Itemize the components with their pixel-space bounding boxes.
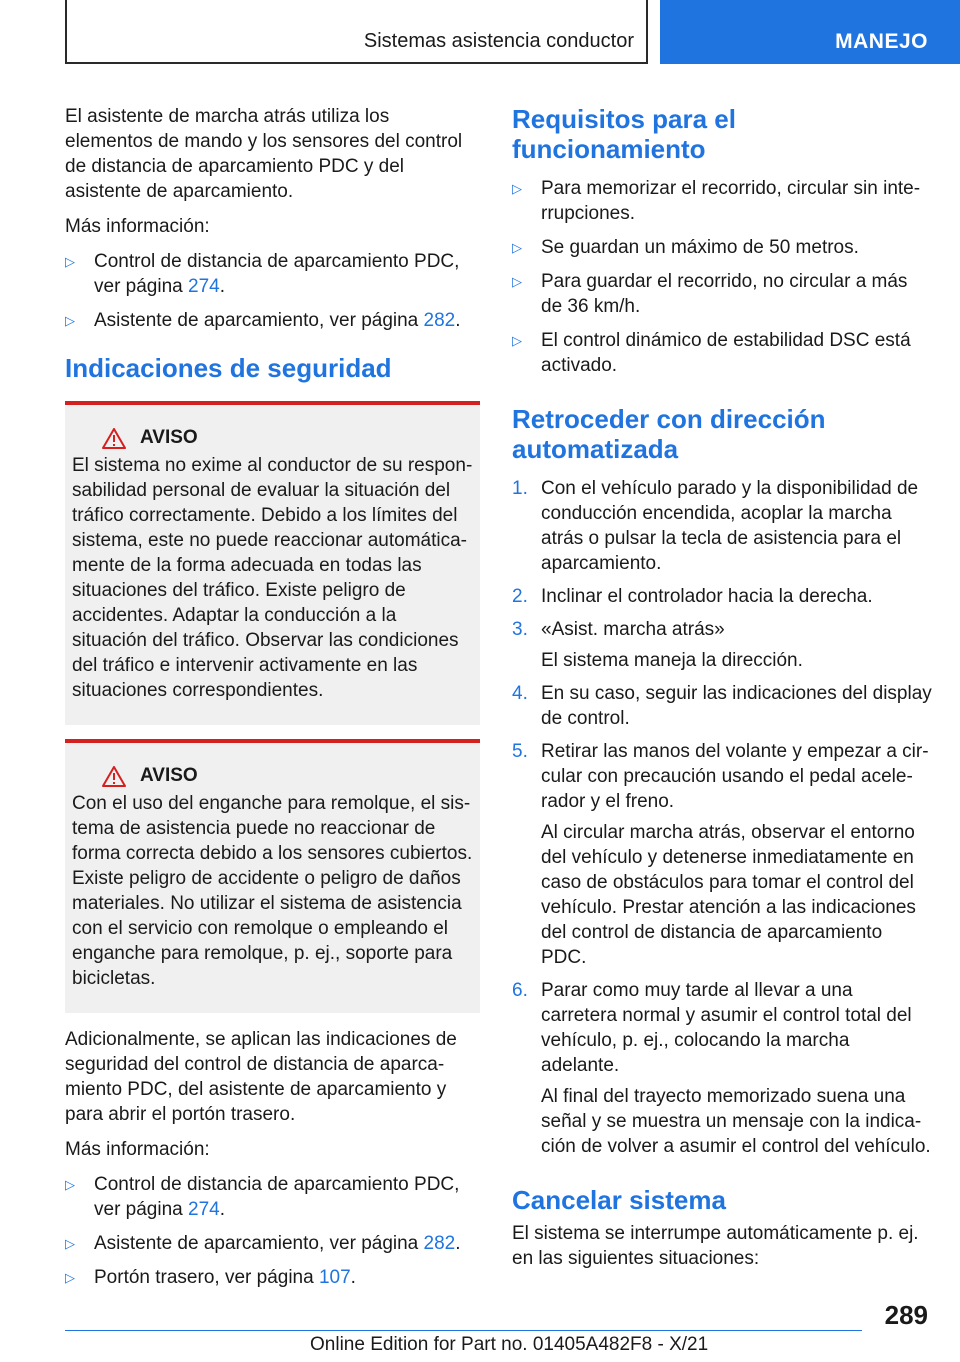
triangle-bullet-icon: ▷ — [512, 274, 522, 289]
footer-divider — [65, 1330, 862, 1331]
header-chapter-tab — [660, 0, 960, 64]
step-number: 2. — [512, 586, 528, 607]
list-item: 6. Parar como muy tarde al llevar a una carretera normal y asumir el control total del vehículo, p. ej., colocando la marcha adelante. Al final del trayecto memorizado suena una señal y se muestra un mensaje con la indicación de volver a asumir el control del vehículo. — [512, 980, 931, 1157]
page-link-274[interactable]: 274 — [188, 1199, 220, 1220]
warning-triangle-icon — [102, 428, 126, 449]
step-note: Al final del trayecto memorizado suena una señal y se muestra un mensaje con la indicación de volver a asumir el control del vehículo. — [541, 1086, 931, 1157]
section-title: Sistemas asistencia conductor — [363, 30, 634, 52]
page-link-274[interactable]: 274 — [188, 276, 220, 297]
step-number: 4. — [512, 683, 528, 704]
list-item: 3. «Asist. marcha atrás» El sistema maneja la dirección. — [512, 617, 932, 673]
list-item: ▷ Portón trasero, ver página 107. — [65, 1267, 356, 1288]
intro-paragraph: El asistente de marcha atrás utiliza los elementos de mando y los sensores del control de distancia de aparcamiento PDC y del asistente de aparcamiento. — [65, 106, 463, 202]
step-number: 5. — [512, 741, 528, 762]
list-item: ▷ Se guardan un máximo de 50 metros. — [512, 237, 859, 258]
list-item: ▷ El control dinámico de estabilidad DSC está activado. — [512, 330, 911, 376]
warning-box — [65, 401, 480, 725]
warning-box — [65, 739, 480, 1013]
reference-list — [65, 1172, 480, 1290]
reverse-heading: Retroceder con dirección automatizada — [512, 404, 826, 464]
step-number: 3. — [512, 619, 528, 640]
more-info-label: Más información: — [65, 1139, 210, 1160]
list-item: ▷ Para memorizar el recorrido, circular sin interrupciones. — [512, 178, 921, 224]
cancel-paragraph: El sistema se interrumpe automáticamente p. ej. en las siguientes situaciones: — [512, 1223, 919, 1269]
warning-text: El sistema no exime al conductor de su responsabilidad personal de evaluar la situación del tráfico correctamente. Debido a los límites del sistema, este no puede reaccionar automáticamente de la forma adecuada en todas las situaciones del tráfico. Existe peligro de accidentes. Adaptar la conducción a la situación del tráfico. Observar las condiciones del tráfico e intervenir activamente en las situaciones correspondientes. — [72, 455, 473, 701]
step-note: Al circular marcha atrás, observar el entorno del vehículo y detenerse inmediatamente en caso de obstáculos para tomar el control del vehículo. Prestar atención a las indicaciones del control de distancia de aparcamiento PDC. — [541, 822, 916, 968]
triangle-bullet-icon: ▷ — [65, 313, 75, 328]
page-link-282[interactable]: 282 — [423, 310, 456, 331]
safety-heading: Indicaciones de seguridad — [65, 353, 392, 383]
warning-title: AVISO — [140, 427, 198, 448]
page-link-107[interactable]: 107 — [318, 1267, 351, 1288]
additional-paragraph: Adicionalmente, se aplican las indicaciones de seguridad del control de distancia de aparcamiento PDC, del asistente de aparcamiento y para abrir el portón trasero. — [65, 1029, 457, 1125]
step-note: El sistema maneja la dirección. — [541, 650, 803, 671]
triangle-bullet-icon: ▷ — [65, 1177, 75, 1192]
list-item: ▷ Control de distancia de aparcamiento PDC, ver página 274. — [65, 1174, 460, 1220]
list-item: 1. Con el vehículo parado y la disponibilidad de conducción encendida, acoplar la marcha atrás o pulsar la tecla de asistencia para el aparcamiento. — [512, 478, 919, 574]
steps-list — [512, 476, 932, 1159]
more-info-label: Más información: — [65, 216, 210, 237]
requirements-heading: Requisitos para el funcionamiento — [512, 104, 736, 164]
triangle-bullet-icon: ▷ — [65, 254, 75, 269]
triangle-bullet-icon: ▷ — [512, 240, 522, 255]
step-number: 6. — [512, 980, 528, 1001]
triangle-bullet-icon: ▷ — [65, 1270, 75, 1285]
list-item: 4. En su caso, seguir las indicaciones del display de control. — [512, 683, 932, 729]
list-item: ▷ Asistente de aparcamiento, ver página 282. — [65, 1233, 461, 1254]
chapter-title: MANEJO — [835, 30, 928, 53]
header-section-tab — [65, 0, 648, 64]
triangle-bullet-icon: ▷ — [512, 181, 522, 196]
list-item: 2. Inclinar el controlador hacia la derecha. — [512, 586, 873, 607]
list-item: 5. Retirar las manos del volante y empezar a circular con precaución usando el pedal acelerador y el freno. Al circular marcha atrás, observar el entorno del vehículo y detenerse inmediatamente en caso de obstáculos para tomar el control del vehículo. Prestar atención a las indicaciones del control de distancia de aparcamiento PDC. — [512, 739, 932, 970]
list-item: ▷ Asistente de aparcamiento, ver página 282. — [65, 310, 461, 331]
warning-title: AVISO — [140, 765, 198, 786]
page-link-282[interactable]: 282 — [423, 1233, 456, 1254]
triangle-bullet-icon: ▷ — [512, 333, 522, 348]
warning-triangle-icon — [102, 766, 126, 787]
page-number: 289 — [884, 1300, 928, 1330]
step-number: 1. — [512, 478, 528, 499]
right-column — [512, 104, 932, 1281]
warning-text: Con el uso del enganche para remolque, el sistema de asistencia puede no reaccionar de forma correcta debido a los sensores cubiertos. Existe peligro de accidente o peligro de daños materiales. No utilizar el sistema de asistencia con el servicio con remolque o empleando el enganche para remolque, p. ej., soporte para bicicletas. — [72, 793, 473, 989]
cancel-heading: Cancelar sistema — [512, 1185, 726, 1215]
triangle-bullet-icon: ▷ — [65, 1236, 75, 1251]
requirements-list — [512, 176, 932, 378]
footer-edition: Online Edition for Part no. 01405A482F8 - X/21 — [310, 1334, 709, 1355]
left-column — [65, 104, 480, 1299]
reference-list — [65, 249, 480, 333]
list-item: ▷ Control de distancia de aparcamiento PDC, ver página 274. — [65, 251, 460, 297]
list-item: ▷ Para guardar el recorrido, no circular a más de 36 km/h. — [512, 271, 908, 317]
